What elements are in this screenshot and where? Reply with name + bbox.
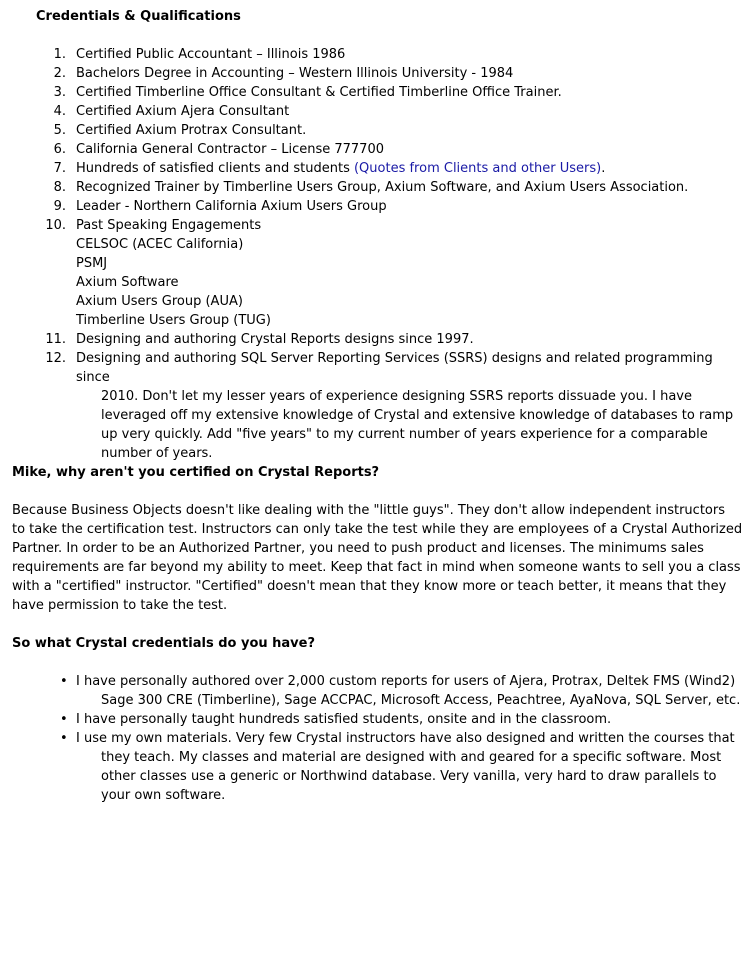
- bullet-item: [0, 729, 754, 805]
- item-text: Certified Public Accountant – Illinois 1986: [76, 47, 346, 62]
- item-number: 1.: [53, 47, 66, 62]
- item-text: Designing and authoring SQL Server Reporting Services (SSRS) designs and related programming since: [76, 351, 713, 385]
- item-text-continued: up very quickly. Add "five years" to my current number of years experience for a comparable: [101, 427, 708, 442]
- bullet-text-continued: Sage 300 CRE (Timberline), Sage ACCPAC, Microsoft Access, Peachtree, AyaNova, SQL Server, etc.: [101, 693, 741, 708]
- item-number: 9.: [53, 199, 66, 214]
- item-number: 10.: [45, 218, 66, 233]
- speaking-engagement: CELSOC (ACEC California): [76, 237, 244, 252]
- answer-line: to take the certification test. Instructors can only take the test while they are employees of a Crystal Authorized: [12, 522, 743, 537]
- credential-item: [0, 349, 754, 463]
- item-number: 11.: [45, 332, 66, 347]
- credential-item: [0, 83, 754, 102]
- item-text: Recognized Trainer by Timberline Users Group, Axium Software, and Axium Users Association.: [76, 180, 689, 195]
- item-text: Hundreds of satisfied clients and students: [76, 161, 354, 176]
- question-heading: So what Crystal credentials do you have?: [12, 636, 316, 651]
- bullet-icon: •: [60, 712, 68, 727]
- bullet-text: I use my own materials. Very few Crystal instructors have also designed and written the courses that: [76, 731, 735, 746]
- item-text: Bachelors Degree in Accounting – Western Illinois University - 1984: [76, 66, 514, 81]
- credential-item: [0, 64, 754, 83]
- bullet-text-continued: your own software.: [101, 788, 226, 803]
- bullet-text: I have personally taught hundreds satisfied students, onsite and in the classroom.: [76, 712, 612, 727]
- answer-paragraph: [12, 501, 747, 615]
- credential-item: [0, 178, 754, 197]
- bullet-text-continued: they teach. My classes and material are designed with and geared for a specific software. Most: [101, 750, 722, 765]
- credential-item: [0, 159, 754, 178]
- item-text: Certified Timberline Office Consultant & Certified Timberline Office Trainer.: [76, 85, 562, 100]
- item-text: Certified Axium Ajera Consultant: [76, 104, 290, 119]
- item-text: Past Speaking Engagements: [76, 218, 262, 233]
- answer-line: with a "certified" instructor. "Certified" doesn't mean that they know more or teach better, it means that they: [12, 579, 727, 594]
- item-number: 3.: [53, 85, 66, 100]
- item-text: Designing and authoring Crystal Reports designs since 1997.: [76, 332, 474, 347]
- quotes-link[interactable]: (Quotes from Clients and other Users): [353, 161, 602, 176]
- item-number: 5.: [53, 123, 66, 138]
- bullet-text-continued: other classes use a generic or Northwind database. Very vanilla, very hard to draw parallels to: [101, 769, 717, 784]
- item-number: 7.: [53, 161, 66, 176]
- credential-item: [0, 140, 754, 159]
- bullet-text: I have personally authored over 2,000 custom reports for users of Ajera, Protrax, Deltek FMS (Wind2): [76, 674, 736, 689]
- credential-item: [0, 45, 754, 64]
- speaking-engagement: Timberline Users Group (TUG): [76, 313, 271, 328]
- item-text: Certified Axium Protrax Consultant.: [76, 123, 307, 138]
- bullet-item: [0, 672, 754, 710]
- item-number: 2.: [53, 66, 66, 81]
- item-text-continued: leveraged off my extensive knowledge of Crystal and extensive knowledge of databases to ramp: [101, 408, 734, 423]
- speaking-engagement: Axium Users Group (AUA): [76, 294, 243, 309]
- item-number: 6.: [53, 142, 66, 157]
- speaking-engagement: Axium Software: [76, 275, 179, 290]
- answer-line: Because Business Objects doesn't like dealing with the "little guys". They don't allow independent instructors: [12, 503, 725, 518]
- credential-item: [0, 330, 754, 349]
- credential-item: [0, 216, 754, 330]
- item-text-continued: 2010. Don't let my lesser years of experience designing SSRS reports dissuade you. I have: [101, 389, 692, 404]
- item-text-continued: number of years.: [101, 446, 213, 461]
- item-text: Leader - Northern California Axium Users Group: [76, 199, 387, 214]
- answer-line: have permission to take the test.: [12, 598, 228, 613]
- item-text-end: .: [601, 161, 606, 176]
- answer-line: requirements are far beyond my ability to meet. Keep that fact in mind when someone wants to sell you a class: [12, 560, 741, 575]
- bullet-item: [0, 710, 754, 729]
- credentials-heading: Credentials & Qualifications: [36, 9, 241, 24]
- bullet-icon: •: [60, 674, 68, 689]
- credential-item: [0, 121, 754, 140]
- item-number: 4.: [53, 104, 66, 119]
- credentials-list: [0, 45, 754, 463]
- bullet-icon: •: [60, 731, 68, 746]
- crystal-credentials-list: [0, 672, 754, 805]
- item-number: 12.: [45, 351, 66, 366]
- credential-item: [0, 102, 754, 121]
- answer-line: Partner. In order to be an Authorized Partner, you need to push product and licenses. The minimums sales: [12, 541, 704, 556]
- speaking-engagement: PSMJ: [76, 256, 108, 271]
- question-heading: Mike, why aren't you certified on Crystal Reports?: [12, 465, 380, 480]
- item-text: California General Contractor – License 777700: [76, 142, 384, 157]
- item-number: 8.: [53, 180, 66, 195]
- credential-item: [0, 197, 754, 216]
